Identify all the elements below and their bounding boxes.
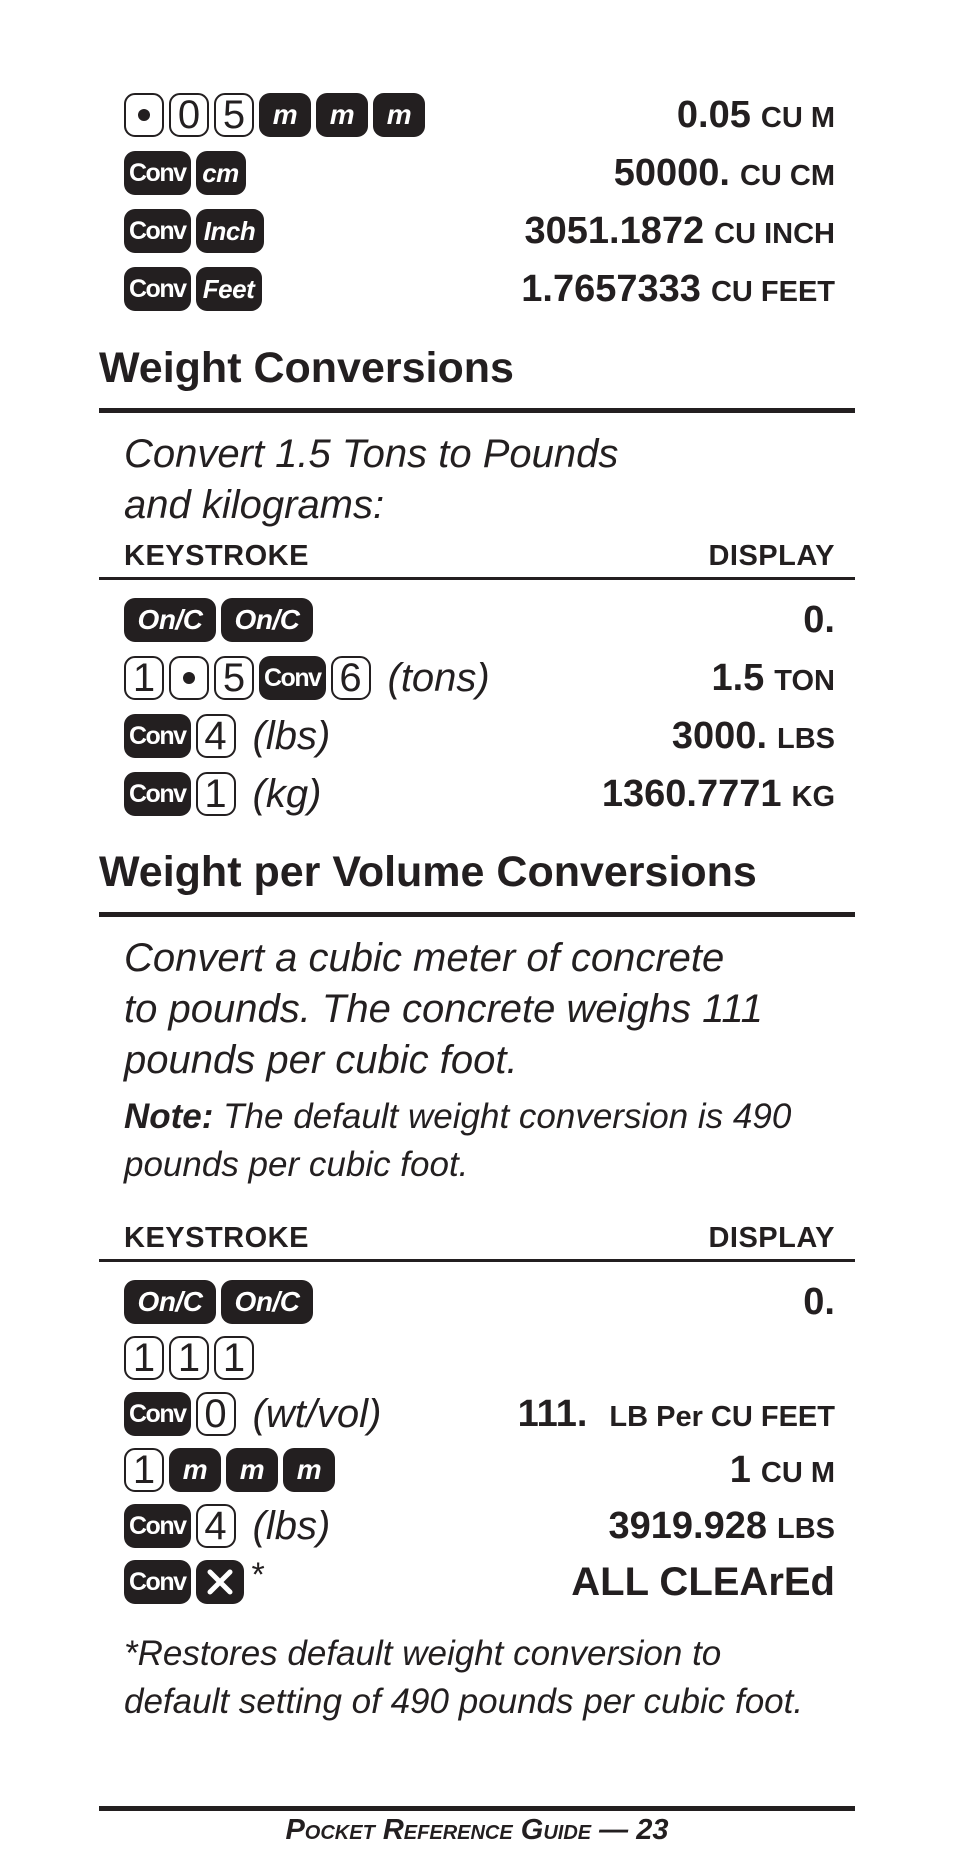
display-value: [803, 1281, 835, 1324]
display-number: 0.: [803, 598, 835, 641]
decimal-point-icon: [138, 109, 150, 121]
heading-rule: [99, 408, 855, 413]
keystroke-group: [124, 598, 313, 642]
wpv-row-2: [124, 1333, 835, 1383]
keystroke-group: [124, 714, 330, 759]
display-value: [602, 773, 835, 816]
footnote: [124, 1630, 803, 1726]
footnote-line: default setting of 490 pounds per cubic foot.: [124, 1682, 804, 1721]
section-heading-weight: Weight Conversions: [99, 344, 514, 392]
keystroke-group: [124, 1336, 254, 1380]
display-value: [803, 599, 835, 642]
display-unit: CU CM: [739, 159, 835, 192]
display-value: [525, 210, 835, 253]
digit-key-0[interactable]: 0: [169, 93, 209, 137]
digit-key-1[interactable]: 1: [196, 772, 236, 816]
column-header-display: DISPLAY: [708, 540, 835, 572]
wpv-note: [124, 1093, 791, 1189]
display-unit: TON: [774, 664, 835, 697]
wpv-row-6: [124, 1557, 835, 1607]
conv-key[interactable]: Conv: [124, 1392, 191, 1436]
keystroke-group: [124, 1448, 335, 1492]
display-number: 1.7657333: [521, 267, 701, 310]
display-number: ALL CLEArEd: [571, 1559, 835, 1604]
keystroke-note: (tons): [387, 655, 490, 700]
keystroke-group: [124, 1556, 265, 1604]
display-unit: LB Per CU FEET: [609, 1400, 835, 1433]
column-header-rule: [99, 577, 855, 580]
wpv-row-5: [124, 1501, 835, 1551]
description-line: to pounds. The concrete weighs 111: [124, 987, 763, 1031]
decimal-key[interactable]: [124, 93, 164, 137]
wpv-row-4: [124, 1445, 835, 1495]
conv-key[interactable]: Conv: [259, 656, 326, 700]
footer-separator: —: [591, 1814, 637, 1846]
column-header-rule: [99, 1259, 855, 1262]
conv-key[interactable]: Conv: [124, 1504, 191, 1548]
on-clear-key[interactable]: On/C: [124, 598, 216, 642]
display-unit: CU M: [760, 101, 835, 134]
note-label: Note:: [124, 1097, 214, 1136]
digit-key-4[interactable]: 4: [196, 1504, 236, 1548]
on-clear-key[interactable]: On/C: [124, 1280, 216, 1324]
section-heading-weight-per-volume: Weight per Volume Conversions: [99, 848, 757, 896]
meter-key[interactable]: m: [259, 93, 311, 137]
display-number: 111.: [517, 1392, 588, 1435]
display-value: [677, 94, 835, 137]
conv-key[interactable]: Conv: [124, 1560, 191, 1604]
conv-key[interactable]: Conv: [124, 714, 191, 758]
weight-row-1: [124, 595, 835, 645]
display-number: 3919.928: [608, 1504, 767, 1547]
display-number: 50000.: [613, 151, 730, 194]
display-number: 1.5: [711, 656, 765, 699]
description-line: Convert a cubic meter of concrete: [124, 936, 725, 980]
display-value: [521, 268, 835, 311]
display-number: 3051.1872: [524, 209, 705, 252]
keystroke-group: [124, 1280, 313, 1324]
meter-key[interactable]: m: [316, 93, 368, 137]
display-unit: CU FEET: [710, 275, 835, 308]
digit-key-6[interactable]: 6: [331, 656, 371, 700]
digit-key-4[interactable]: 4: [196, 714, 236, 758]
inch-key[interactable]: Inch: [196, 209, 264, 253]
keystroke-group: [124, 267, 262, 311]
digit-key-0[interactable]: 0: [196, 1392, 236, 1436]
keystroke-group: [124, 1392, 381, 1437]
display-unit: KG: [791, 780, 835, 813]
display-value: [711, 657, 835, 700]
footer-title: Pocket Reference Guide: [285, 1814, 592, 1846]
display-value: [614, 152, 835, 195]
description-line: Convert 1.5 Tons to Pounds: [124, 432, 619, 476]
conv-key[interactable]: Conv: [124, 209, 191, 253]
keystroke-group: [124, 209, 264, 253]
wpv-description: [124, 933, 763, 1086]
conv-key[interactable]: Conv: [124, 151, 191, 195]
wpv-row-1: [124, 1277, 835, 1327]
x-icon: [207, 1569, 233, 1595]
digit-key-5[interactable]: 5: [214, 656, 254, 700]
note-line: pounds per cubic foot.: [124, 1145, 469, 1184]
display-number: 1: [729, 1448, 751, 1491]
feet-key[interactable]: Feet: [196, 267, 262, 311]
heading-rule: [99, 912, 855, 917]
weight-row-4: [124, 769, 835, 819]
display-unit: LBS: [777, 1512, 835, 1545]
display-number: 1360.7771: [601, 772, 782, 815]
weight-row-2: [124, 653, 835, 703]
display-number: 0.05: [676, 93, 751, 136]
footnote-line: *Restores default weight conversion to: [124, 1634, 722, 1673]
conv-key[interactable]: Conv: [124, 267, 191, 311]
volume-row-2: [124, 148, 835, 198]
wpv-row-3: [124, 1389, 835, 1439]
conv-key[interactable]: Conv: [124, 772, 191, 816]
meter-key[interactable]: m: [373, 93, 425, 137]
page-number: 23: [636, 1814, 669, 1846]
meter-key[interactable]: m: [226, 1448, 278, 1492]
volume-row-1: [124, 90, 835, 140]
digit-key-1[interactable]: 1: [169, 1336, 209, 1380]
cm-key[interactable]: cm: [196, 151, 246, 195]
on-clear-key[interactable]: On/C: [221, 598, 313, 642]
keystroke-group: [124, 93, 425, 137]
meter-key[interactable]: m: [283, 1448, 335, 1492]
display-value: [672, 715, 835, 758]
display-value: [609, 1505, 836, 1548]
keystroke-note: (lbs): [252, 1503, 331, 1548]
digit-key-1[interactable]: 1: [124, 1336, 164, 1380]
decimal-key[interactable]: [169, 656, 209, 700]
volume-row-3: [124, 206, 835, 256]
keystroke-group: [124, 656, 490, 701]
display-unit: CU M: [760, 1456, 835, 1489]
digit-key-1[interactable]: 1: [124, 656, 164, 700]
keystroke-note: (lbs): [252, 713, 331, 758]
keystroke-note: (kg): [252, 771, 322, 816]
clear-x-key[interactable]: [196, 1560, 244, 1604]
weight-row-3: [124, 711, 835, 761]
note-line: [124, 1093, 791, 1141]
description-line: and kilograms:: [124, 483, 385, 527]
display-number: 0.: [803, 1280, 835, 1323]
column-header-keystroke: KEYSTROKE: [124, 540, 309, 572]
column-header-display: DISPLAY: [708, 1222, 835, 1254]
keystroke-group: [124, 151, 246, 195]
display-unit: CU INCH: [714, 217, 835, 250]
keystroke-group: [124, 1504, 330, 1549]
digit-key-5[interactable]: 5: [214, 93, 254, 137]
display-value: [518, 1393, 835, 1436]
footer-rule: [99, 1806, 855, 1811]
decimal-point-icon: [183, 672, 195, 684]
on-clear-key[interactable]: On/C: [221, 1280, 313, 1324]
keystroke-note: (wt/vol): [252, 1391, 382, 1436]
column-header-keystroke: KEYSTROKE: [124, 1222, 309, 1254]
display-number: 3000.: [671, 714, 767, 757]
meter-key[interactable]: m: [169, 1448, 221, 1492]
display-value: [571, 1560, 835, 1605]
page-footer: [0, 1814, 954, 1847]
keystroke-group: [124, 772, 321, 817]
digit-key-1[interactable]: 1: [124, 1448, 164, 1492]
note-text: The default weight conversion is 490: [213, 1097, 792, 1136]
weight-description: [124, 429, 618, 531]
display-value: [730, 1449, 835, 1492]
description-line: pounds per cubic foot.: [124, 1038, 518, 1082]
digit-key-1[interactable]: 1: [214, 1336, 254, 1380]
footnote-asterisk: *: [251, 1556, 265, 1594]
display-unit: LBS: [777, 722, 835, 755]
volume-row-4: [124, 264, 835, 314]
